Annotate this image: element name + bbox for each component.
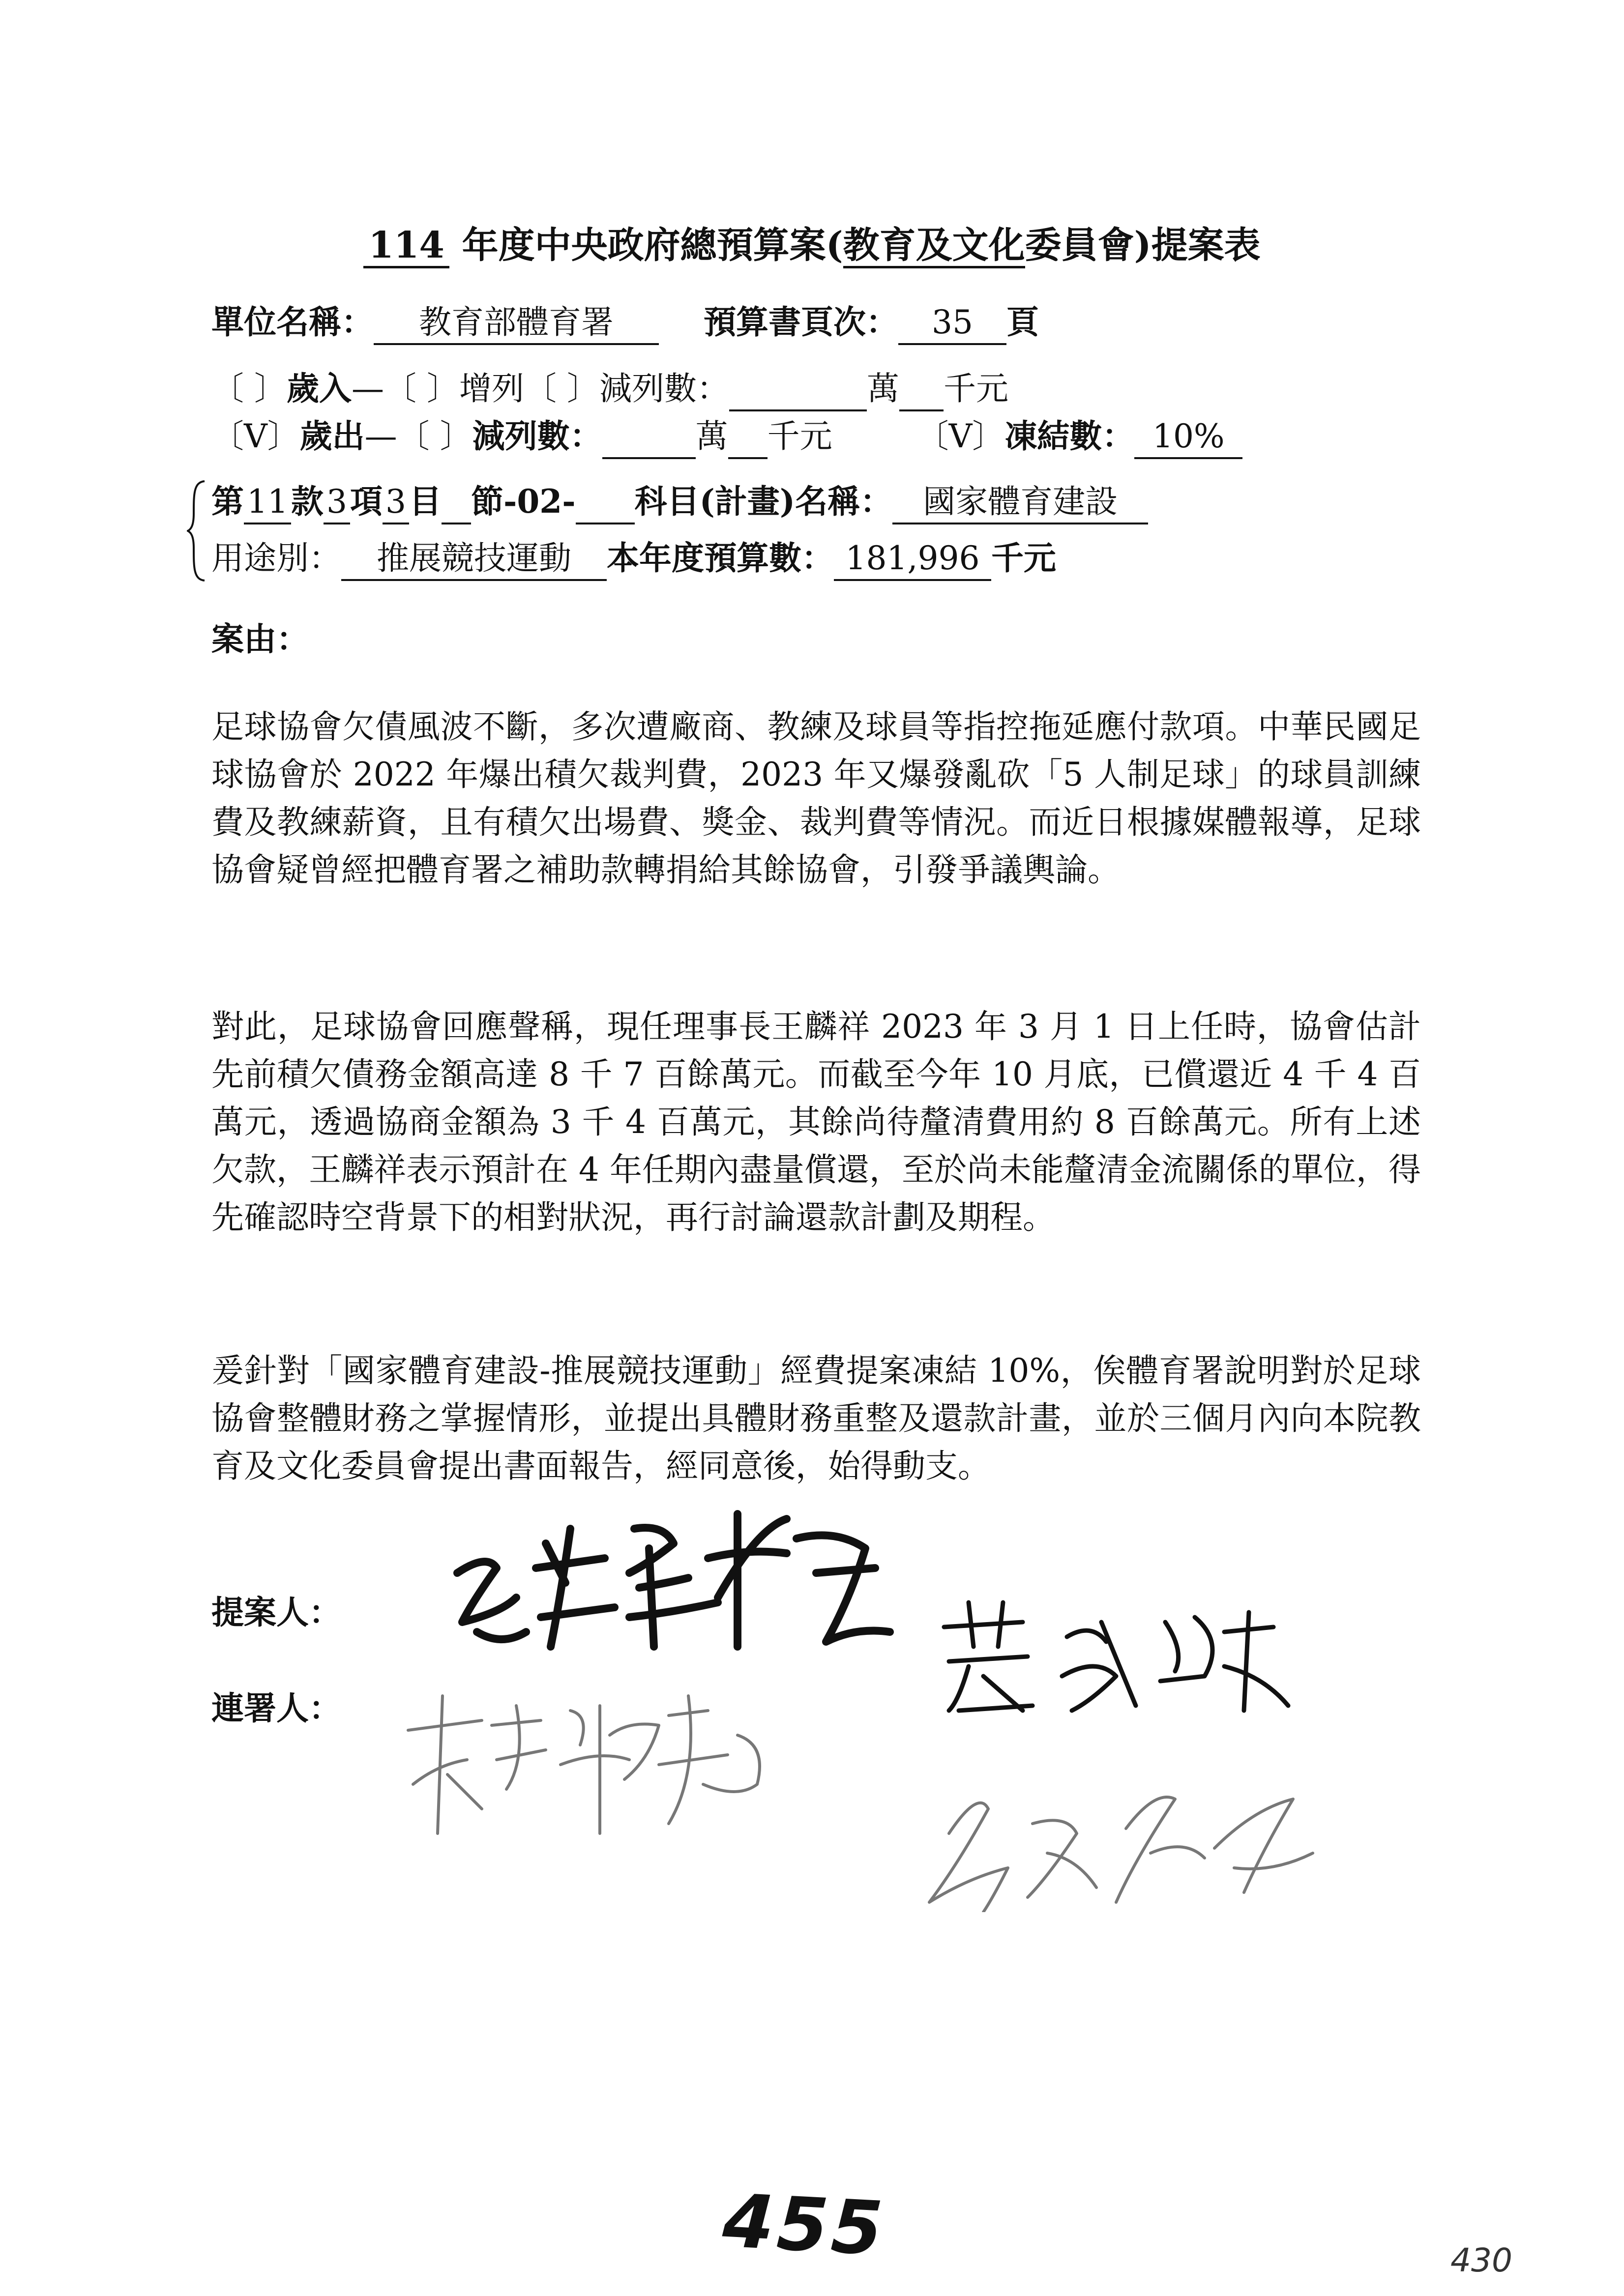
subject-value: 國家體育建設 (892, 481, 1148, 524)
freeze-label: 凍結數： (1004, 417, 1135, 455)
expense-qian-blank (728, 416, 768, 459)
paragraph-2: 對此，足球協會回應聲稱，現任理事長王麟祥 2023 年 3 月 1 日上任時，協會估計先前積欠債務金額高達 8 千 7 百餘萬元。而截至今年 10 月底，已償還近 4 千 4 百萬元，透過協商金額為 3 千 4 百萬元，其餘尚待釐清費用約 8 百餘萬元。所有上述欠款，王麟祥表示預計在 4 年任期內盡量償還，至於尚未能釐清金流關係的單位，得先確認時空背景下的相對狀況，再行討論還款計劃及期程。 (211, 1008, 1421, 1236)
reason-label: 案由： (211, 620, 309, 658)
cosigner-signature-1 (929, 1593, 1303, 1720)
kuan-value: 11 (244, 481, 291, 524)
proposer-label: 提案人： (211, 1593, 341, 1631)
revenue-reduce: 〔 〕減列數： (524, 370, 729, 407)
paragraph-1: 足球協會欠債風波不斷，多次遭廠商、教練及球員等指控拖延應付款項。中華民國足球協會於 2022 年爆出積欠裁判費，2023 年又爆發亂砍「5 人制足球」的球員訓練費及教練薪資，且有積欠出場費、獎金、裁判費等情況。而近日根據媒體報導，足球協會疑曾經把體育署之補助款轉捐給其餘協會，引發爭議輿論。 (211, 708, 1421, 889)
unit-line (211, 300, 1039, 345)
revenue-wan-blank (729, 368, 867, 411)
expense-dash: — (364, 417, 397, 455)
bracket-mark (187, 479, 207, 582)
title-year: 114 (363, 225, 449, 268)
item-xiang: 項 (350, 482, 383, 521)
paragraph-3: 爰針對「國家體育建設-推展競技運動」經費提案凍結 10%，俟體育署說明對於足球協會整體財務之掌握情形，並提出具體財務重整及還款計畫，並於三個月內向本院教育及文化委員會提出書面報告，經同意後，始得動支。 (211, 1352, 1421, 1485)
cosigner-signature-3 (919, 1779, 1342, 1912)
page-value: 35 (898, 302, 1006, 345)
page-unit: 頁 (1006, 303, 1039, 341)
expense-qian: 千元 (767, 417, 832, 455)
use-line (211, 536, 1056, 581)
revenue-wan: 萬 (866, 370, 899, 407)
handwritten-corner-number: 430 (1450, 2241, 1512, 2279)
mu-value: 3 (383, 481, 409, 524)
xiang-value: 3 (324, 481, 350, 524)
revenue-line (211, 366, 1008, 411)
revenue-qian-blank (899, 368, 944, 411)
item-jie: 節-02- (471, 482, 576, 521)
title-text: 年度中央政府總預算案( (449, 224, 843, 266)
freeze-value: 10% (1134, 416, 1242, 459)
item-line (211, 479, 1148, 524)
revenue-qian: 千元 (943, 370, 1008, 407)
revenue-label: 歲入 (286, 369, 352, 407)
title-end: 委員會)提案表 (1025, 224, 1261, 266)
cosigner-label: 連署人： (211, 1689, 341, 1727)
proposer-signature (443, 1499, 915, 1661)
budget-value: 181,996 (834, 538, 991, 581)
revenue-check: 〔 〕 (211, 370, 287, 407)
form-title (0, 216, 1624, 268)
expense-reduce-check: 〔 〕 (397, 417, 472, 455)
unit-value: 教育部體育署 (374, 302, 659, 345)
jie-blank (442, 481, 471, 524)
use-value: 推展競技運動 (341, 538, 607, 581)
expense-check: 〔V〕 (211, 417, 300, 455)
subject-label: 科目(計畫)名稱： (634, 482, 893, 521)
use-label: 用途別： (211, 539, 341, 577)
cosigner-signature-2 (393, 1686, 797, 1848)
expense-reduce: 減列數： (472, 417, 602, 455)
item-mu: 目 (409, 482, 442, 521)
budget-unit: 千元 (991, 539, 1056, 577)
expense-line (211, 414, 1242, 459)
item-di: 第 (211, 482, 244, 521)
budget-label: 本年度預算數： (607, 539, 834, 577)
handwritten-page-number: 455 (720, 2178, 888, 2272)
expense-wan: 萬 (695, 417, 728, 455)
revenue-dash: — (351, 370, 384, 407)
revenue-add: 〔 〕增列 (384, 370, 524, 407)
expense-wan-blank (602, 416, 696, 459)
item-kuan: 款 (291, 482, 324, 521)
unit-label: 單位名稱： (211, 303, 374, 341)
title-committee: 教育及文化 (843, 225, 1025, 268)
code-blank (576, 481, 635, 524)
expense-label: 歲出 (299, 417, 365, 455)
page-label: 預算書頁次： (703, 303, 898, 341)
freeze-check: 〔V〕 (916, 417, 1005, 455)
